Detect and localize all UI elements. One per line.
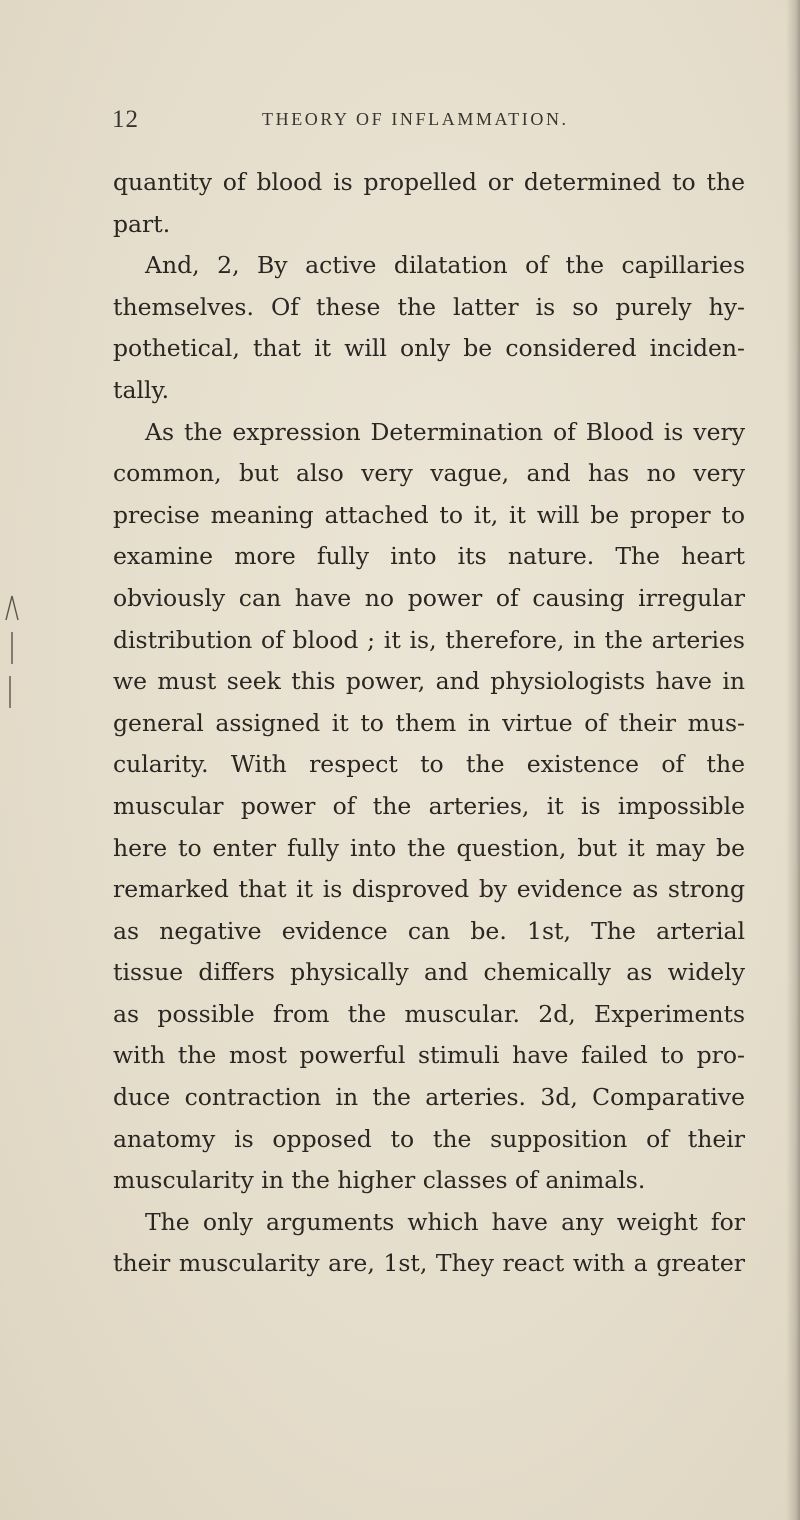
text-line: The only arguments which have any weight for xyxy=(145,1207,745,1236)
text-line: tally. xyxy=(113,375,170,404)
text-line: cularity. With respect to the existence of the xyxy=(113,750,745,779)
text-line: As the expression Determination of Blood is very xyxy=(145,417,745,446)
text-line: tissue differs physically and chemically as widely xyxy=(113,958,745,987)
text-line: their muscularity are, 1st, They react with a greater xyxy=(113,1249,745,1278)
text-line: remarked that it is disproved by evidence as strong xyxy=(113,875,745,904)
text-line: we must seek this power, and physiologists have in xyxy=(113,667,745,696)
text-line: pothetical, that it will only be considered inciden- xyxy=(113,334,745,363)
page-edge-shadow xyxy=(786,0,800,1520)
margin-pencil-mark xyxy=(4,590,20,710)
text-line: examine more fully into its nature. The heart xyxy=(113,542,745,571)
text-line: common, but also very vague, and has no very xyxy=(113,459,745,488)
text-line: as possible from the muscular. 2d, Experiments xyxy=(113,999,745,1028)
text-line: with the most powerful stimuli have failed to pro- xyxy=(113,1041,745,1070)
text-line: themselves. Of these the latter is so purely hy- xyxy=(113,292,745,321)
text-line: precise meaning attached to it, it will be proper to xyxy=(113,500,745,529)
text-line: muscularity in the higher classes of animals. xyxy=(113,1166,646,1195)
text-line: muscular power of the arteries, it is impossible xyxy=(113,791,745,820)
text-line: And, 2, By active dilatation of the capillaries xyxy=(145,251,745,280)
page-number: 12 xyxy=(112,106,139,133)
text-line: obviously can have no power of causing irregular xyxy=(113,583,745,612)
text-line: general assigned it to them in virtue of their mus- xyxy=(113,708,745,737)
page-header xyxy=(112,106,742,136)
body-text xyxy=(113,162,745,1285)
text-line: as negative evidence can be. 1st, The arterial xyxy=(113,916,745,945)
text-line: anatomy is opposed to the supposition of their xyxy=(113,1124,745,1153)
text-line: here to enter fully into the question, but it may be xyxy=(113,833,745,862)
running-head: THEORY OF INFLAMMATION. xyxy=(262,109,569,129)
text-line: distribution of blood ; it is, therefore, in the arteries xyxy=(113,625,745,654)
text-line: quantity of blood is propelled or determined to the xyxy=(113,168,745,196)
text-line: duce contraction in the arteries. 3d, Comparative xyxy=(113,1083,745,1112)
text-line: part. xyxy=(113,209,171,238)
